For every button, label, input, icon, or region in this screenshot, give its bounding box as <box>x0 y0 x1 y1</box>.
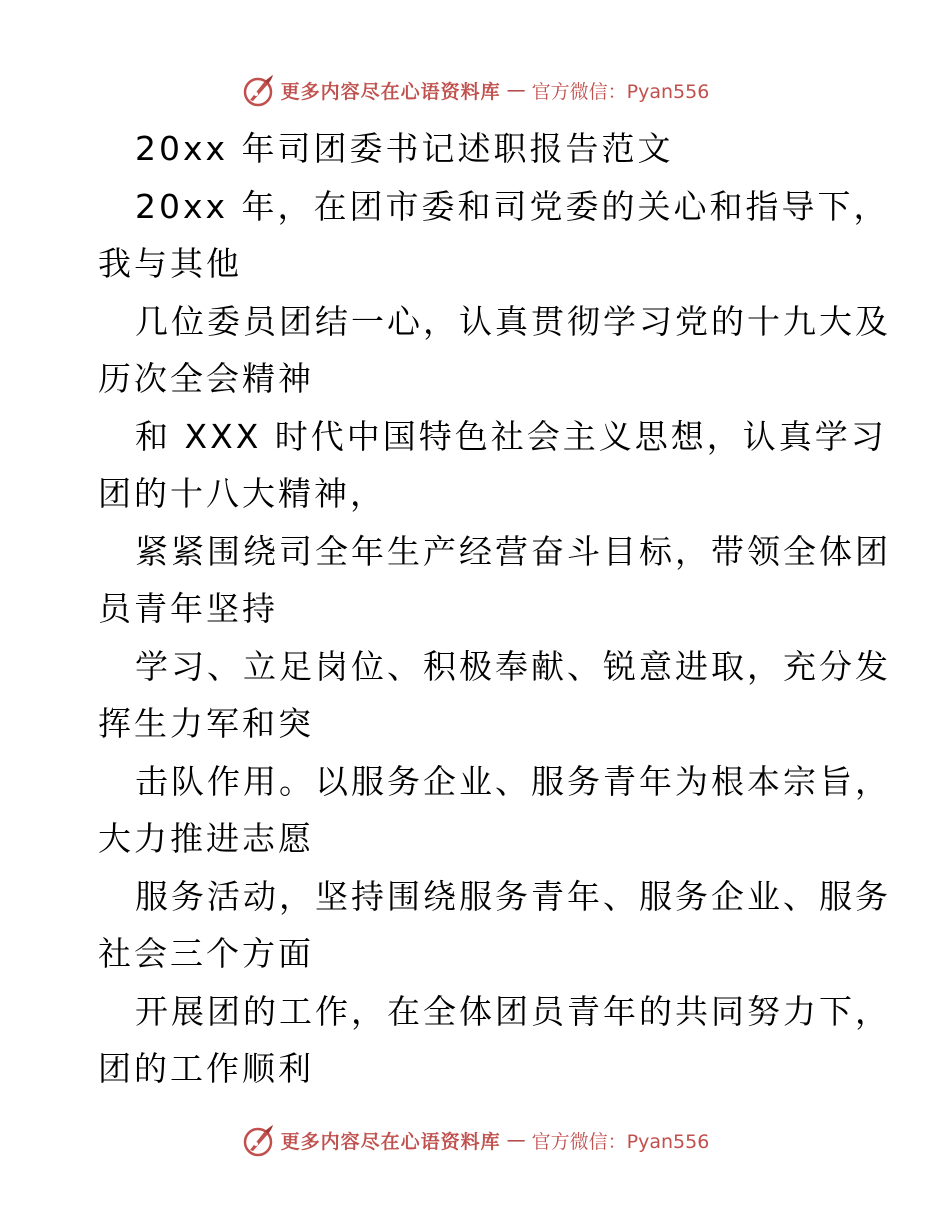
footer-banner-text: 更多内容尽在心语资料库 <box>280 1130 501 1153</box>
footer-banner-separator: — <box>506 1129 526 1151</box>
paragraph-line: 开展团的工作，在全体团员青年的共同努力下， <box>135 991 891 1031</box>
paragraph-line: 社会三个方面 <box>98 934 314 973</box>
footer-banner-wechat: 官方微信：Pyan556 <box>531 1130 710 1153</box>
paragraph-line: 击队作用。以服务企业、服务青年为根本宗旨， <box>135 761 891 801</box>
paragraph-line: 历次全会精神 <box>98 359 314 398</box>
paragraph-line: 和 XXX 时代中国特色社会主义思想，认真学习 <box>135 416 887 456</box>
paragraph-line: 大力推进志愿 <box>98 819 314 858</box>
paragraph-line: 员青年坚持 <box>98 589 278 628</box>
footer-banner <box>0 1120 950 1160</box>
paragraph-line: 学习、立足岗位、积极奉献、锐意进取，充分发 <box>135 646 891 686</box>
paragraph-line: 我与其他 <box>98 244 242 283</box>
paragraph-line: 团的工作顺利 <box>98 1049 314 1088</box>
document-body <box>98 120 891 1098</box>
header-banner-separator: — <box>506 79 526 101</box>
quill-pen-logo-icon <box>241 73 275 107</box>
paragraph-line: 紧紧围绕司全年生产经营奋斗目标，带领全体团 <box>135 531 891 571</box>
paragraph-line: 20xx 年，在团市委和司党委的关心和指导下， <box>135 186 890 226</box>
footer-banner-content <box>241 1123 710 1157</box>
paragraph-line: 团的十八大精神， <box>98 474 386 513</box>
quill-pen-logo-icon <box>241 1123 275 1157</box>
document-title: 20xx 年司团委书记述职报告范文 <box>135 129 674 168</box>
header-banner-content <box>241 73 710 107</box>
paragraph-line: 服务活动，坚持围绕服务青年、服务企业、服务 <box>135 876 891 916</box>
header-banner-wechat: 官方微信：Pyan556 <box>531 80 710 103</box>
header-banner-text: 更多内容尽在心语资料库 <box>280 80 501 103</box>
paragraph-line: 几位委员团结一心，认真贯彻学习党的十九大及 <box>135 301 891 341</box>
paragraph-line: 挥生力军和突 <box>98 704 314 743</box>
header-banner <box>0 70 950 110</box>
